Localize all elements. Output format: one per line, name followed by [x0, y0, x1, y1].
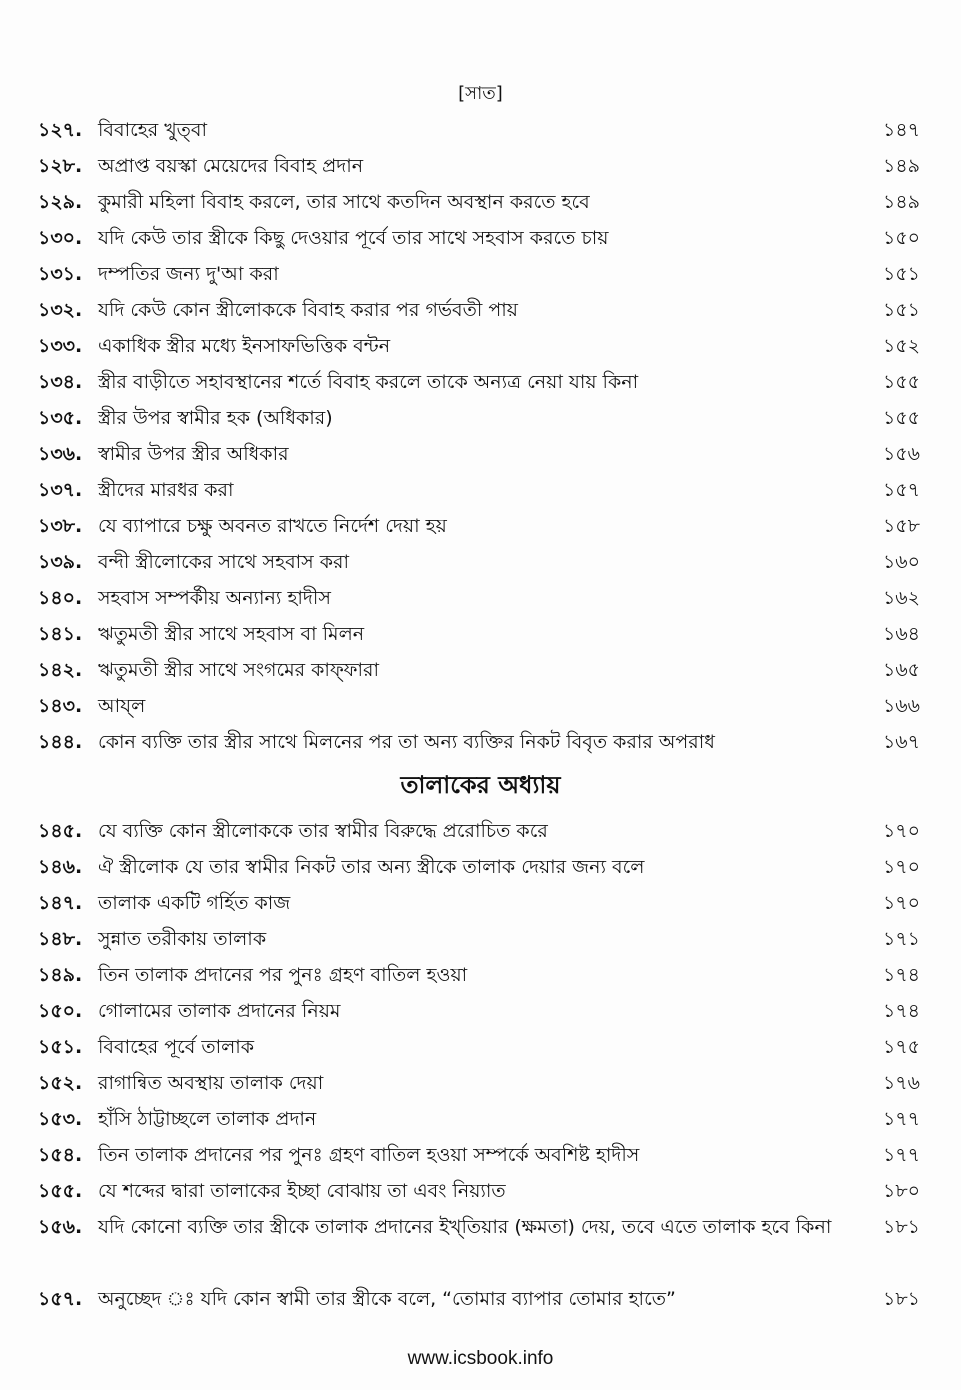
toc-entry	[38, 260, 920, 296]
entry-page-number: ১৭১	[882, 928, 920, 950]
entry-title: বন্দী স্ত্রীলোকের সাথে সহবাস করা	[98, 551, 350, 573]
entry-title: তিন তালাক প্রদানের পর পুনঃ গ্রহণ বাতিল হওয়া সম্পর্কে অবশিষ্ট হাদীস	[98, 1144, 640, 1166]
entry-page-number: ১৬৬	[882, 695, 920, 717]
entry-page-number: ১৬০	[882, 551, 920, 573]
entry-number: ১৩৯.	[38, 551, 83, 573]
entry-title: স্ত্রীর বাড়ীতে সহাবস্থানের শর্তে বিবাহ করলে তাকে অন্যত্র নেয়া যায় কিনা	[98, 371, 639, 393]
toc-entry	[38, 692, 920, 728]
entry-title: স্বামীর উপর স্ত্রীর অধিকার	[98, 443, 289, 465]
toc-entry	[38, 1141, 920, 1177]
entry-page-number: ১৭৪	[882, 964, 920, 986]
entry-page-number: ১৮১	[883, 1216, 920, 1238]
entry-page-number: ১৭০	[882, 892, 920, 914]
entry-page-number: ১৮১	[883, 1288, 920, 1310]
entry-title: যে শব্দের দ্বারা তালাকের ইচ্ছা বোঝায় তা এবং নিয়্যাত	[98, 1180, 506, 1202]
entry-page-number: ১৮০	[882, 1180, 920, 1202]
entry-title: বিবাহের খুত্‌বা	[98, 119, 208, 141]
entry-number: ১৪৬.	[38, 856, 83, 878]
entry-title: সহবাস সম্পর্কীয় অন্যান্য হাদীস	[98, 587, 331, 609]
entry-page-number: ১৬৪	[882, 623, 920, 645]
toc-entry	[38, 1105, 920, 1141]
entry-number: ১৫৩.	[38, 1108, 83, 1130]
entry-page-number: ১৭০	[882, 820, 920, 842]
entry-title: গোলামের তালাক প্রদানের নিয়ম	[98, 1000, 341, 1022]
entry-page-number: ১৭৪	[882, 1000, 920, 1022]
entry-title: যদি কোনো ব্যক্তি তার স্ত্রীকে তালাক প্রদানের ইখ্‌তিয়ার (ক্ষমতা) দেয়, তবে এতে তালাক হবে কিনা	[98, 1216, 832, 1238]
entry-title: স্ত্রীর উপর স্বামীর হক (অধিকার)	[98, 407, 333, 429]
toc-entry	[38, 1285, 920, 1321]
toc-entry	[38, 620, 920, 656]
entry-page-number: ১৫৫	[883, 371, 920, 393]
entry-number: ১৫৫.	[38, 1180, 83, 1202]
toc-entry	[38, 224, 920, 260]
toc-entry	[38, 1177, 920, 1213]
entry-title: সুন্নাত তরীকায় তালাক	[98, 928, 267, 950]
toc-entry	[38, 925, 920, 961]
entry-title: রাগান্বিত অবস্থায় তালাক দেয়া	[98, 1072, 324, 1094]
entry-title: অপ্রাপ্ত বয়স্কা মেয়েদের বিবাহ প্রদান	[98, 155, 364, 177]
entry-title: কোন ব্যক্তি তার স্ত্রীর সাথে মিলনের পর তা অন্য ব্যক্তির নিকট বিবৃত করার অপরাধ	[98, 731, 715, 753]
entry-title: দম্পতির জন্য দু'আ করা	[98, 263, 279, 285]
entry-number: ১৪৫.	[38, 820, 83, 842]
toc-entry	[38, 961, 920, 997]
entry-page-number: ১৫১	[883, 299, 920, 321]
entry-number: ১৩১.	[38, 263, 83, 285]
entry-page-number: ১৭৭	[882, 1144, 920, 1166]
entry-title: ঋতুমতী স্ত্রীর সাথে সংগমের কাফ্‌ফারা	[98, 659, 380, 681]
entry-number: ১২৭.	[38, 119, 83, 141]
toc-entry	[38, 440, 920, 476]
entry-number: ১৪৪.	[38, 731, 83, 753]
toc-entry	[38, 188, 920, 224]
entry-page-number: ১৫৮	[883, 515, 920, 537]
entry-title: ঐ স্ত্রীলোক যে তার স্বামীর নিকট তার অন্য স্ত্রীকে তালাক দেয়ার জন্য বলে	[98, 856, 645, 878]
entry-page-number: ১৭০	[882, 856, 920, 878]
entry-page-number: ১৪৯	[883, 191, 920, 213]
entry-page-number: ১৬৫	[882, 659, 920, 681]
entry-title: একাধিক স্ত্রীর মধ্যে ইনসাফভিত্তিক বন্টন	[98, 335, 391, 357]
entry-number: ১৩০.	[38, 227, 83, 249]
entry-number: ১৪৩.	[38, 695, 83, 717]
entry-number: ১৩৭.	[38, 479, 83, 501]
entry-title: অনুচ্ছেদ ঃ যদি কোন স্বামী তার স্ত্রীকে বলে, “তোমার ব্যাপার তোমার হাতে”	[98, 1288, 676, 1310]
entry-number: ১৩৬.	[38, 443, 83, 465]
entry-number: ১৪৮.	[38, 928, 83, 950]
toc-entry	[38, 1213, 920, 1285]
entry-number: ১৩৮.	[38, 515, 83, 537]
toc-entry	[38, 728, 920, 764]
toc-entry	[38, 656, 920, 692]
entry-title: আয্‌ল	[98, 695, 146, 717]
entry-title: স্ত্রীদের মারধর করা	[98, 479, 234, 501]
entry-number: ১৪২.	[38, 659, 83, 681]
entry-page-number: ১৫০	[882, 227, 920, 249]
entry-number: ১৪০.	[38, 587, 83, 609]
entry-title: ঋতুমতী স্ত্রীর সাথে সহবাস বা মিলন	[98, 623, 365, 645]
entry-number: ১৪৯.	[38, 964, 83, 986]
entry-page-number: ১৭৬	[882, 1072, 920, 1094]
entry-number: ১৩২.	[38, 299, 83, 321]
entry-page-number: ১৫১	[883, 263, 920, 285]
entry-title: যে ব্যক্তি কোন স্ত্রীলোককে তার স্বামীর বিরুদ্ধে প্ররোচিত করে	[98, 820, 548, 842]
toc-entry	[38, 476, 920, 512]
entry-title: কুমারী মহিলা বিবাহ করলে, তার সাথে কতদিন অবস্থান করতে হবে	[98, 191, 590, 213]
entry-page-number: ১৬৭	[882, 731, 920, 753]
toc-entry	[38, 1069, 920, 1105]
toc-list-talaq	[38, 817, 920, 1321]
entry-number: ১৩৫.	[38, 407, 83, 429]
entry-page-number: ১৬২	[882, 587, 920, 609]
entry-number: ১৪৭.	[38, 892, 83, 914]
toc-entry	[38, 889, 920, 925]
entry-number: ১২৮.	[38, 155, 83, 177]
toc-entry	[38, 512, 920, 548]
toc-entry	[38, 404, 920, 440]
toc-entry	[38, 997, 920, 1033]
entry-title: তালাক একটি গর্হিত কাজ	[98, 892, 291, 914]
entry-number: ১৫৭.	[38, 1288, 83, 1310]
section-heading: তালাকের অধ্যায়	[400, 771, 561, 799]
entry-number: ১৪১.	[38, 623, 83, 645]
toc-entry	[38, 116, 920, 152]
toc-entry	[38, 584, 920, 620]
toc-entry	[38, 152, 920, 188]
toc-entry	[38, 296, 920, 332]
entry-number: ১৫১.	[38, 1036, 83, 1058]
page-label: [সাত]	[458, 83, 503, 104]
entry-title: হাঁসি ঠাট্টাচ্ছলে তালাক প্রদান	[98, 1108, 317, 1130]
toc-entry	[38, 1033, 920, 1069]
entry-page-number: ১৪৯	[883, 155, 920, 177]
entry-number: ১৫৪.	[38, 1144, 83, 1166]
entry-number: ১২৯.	[38, 191, 83, 213]
entry-page-number: ১৪৭	[882, 119, 920, 141]
entry-number: ১৫০.	[38, 1000, 83, 1022]
toc-entry	[38, 853, 920, 889]
toc-entry	[38, 368, 920, 404]
entry-title: যদি কেউ তার স্ত্রীকে কিছু দেওয়ার পূর্বে তার সাথে সহবাস করতে চায়	[98, 227, 609, 249]
entry-title: যে ব্যাপারে চক্ষু অবনত রাখতে নির্দেশ দেয়া হয়	[98, 515, 447, 537]
entry-page-number: ১৫৭	[882, 479, 920, 501]
entry-page-number: ১৫৬	[882, 443, 920, 465]
entry-number: ১৫২.	[38, 1072, 83, 1094]
entry-number: ১৩৪.	[38, 371, 83, 393]
toc-entry	[38, 548, 920, 584]
footer-website: www.icsbook.info	[407, 1348, 554, 1369]
entry-page-number: ১৭৭	[882, 1108, 920, 1130]
entry-title: যদি কেউ কোন স্ত্রীলোককে বিবাহ করার পর গর্ভবতী পায়	[98, 299, 518, 321]
entry-page-number: ১৫২	[882, 335, 920, 357]
toc-entry	[38, 817, 920, 853]
entry-title: তিন তালাক প্রদানের পর পুনঃ গ্রহণ বাতিল হওয়া	[98, 964, 468, 986]
entry-number: ১৫৬.	[38, 1216, 83, 1238]
entry-page-number: ১৫৫	[883, 407, 920, 429]
toc-entry	[38, 332, 920, 368]
entry-title: বিবাহের পূর্বে তালাক	[98, 1036, 255, 1058]
entry-page-number: ১৭৫	[882, 1036, 920, 1058]
entry-number: ১৩৩.	[38, 335, 83, 357]
toc-list-marriage	[38, 116, 920, 764]
